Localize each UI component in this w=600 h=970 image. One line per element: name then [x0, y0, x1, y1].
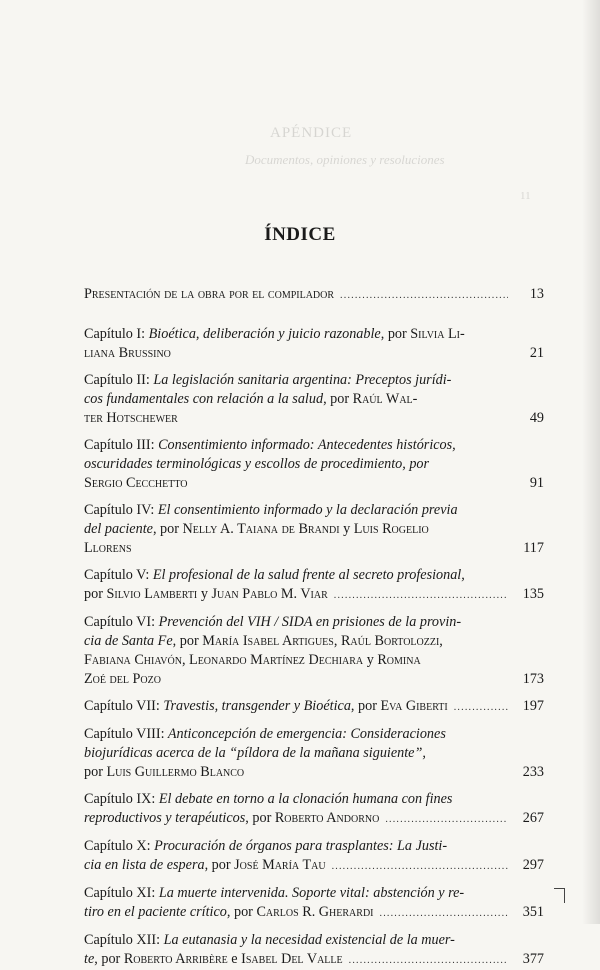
- toc-entry-text: tiro en el paciente crítico, por Carlos R. Gherardi: [84, 904, 374, 920]
- toc-entry-text: Presentación de la obra por el compilador: [84, 286, 335, 302]
- toc-entry-line: Capítulo IX: El debate en torno a la clonación humana con fines: [84, 791, 453, 807]
- page-number: 297: [522, 857, 544, 873]
- toc-entry-line: oscuridades terminológicas y escollos de procedimiento, por: [84, 456, 430, 472]
- toc-entry-chapter: [84, 697, 544, 717]
- toc-entry-chapter: [84, 566, 544, 605]
- toc-entry-line: [84, 670, 544, 689]
- toc-entry-text: te, por Roberto Arribère e Isabel Del Valle: [84, 951, 343, 967]
- dot-leader: [340, 286, 508, 305]
- page-number: 117: [523, 540, 544, 556]
- toc-entry-chapter: [84, 884, 544, 923]
- toc-entry-text: por Luis Guillermo Blanco: [84, 764, 245, 780]
- toc-entry-line: Capítulo II: La legislación sanitaria argentina: Preceptos jurídi-: [84, 372, 452, 388]
- page-number: 49: [529, 410, 544, 426]
- toc-entry-chapter: [84, 790, 544, 829]
- toc-entry-line: Capítulo XII: La eutanasia y la necesidad existencial de la muer-: [84, 932, 455, 948]
- page-number: 233: [522, 764, 544, 780]
- toc-entry-line: [84, 344, 544, 363]
- toc-entry-line: [84, 409, 544, 428]
- page-number: 351: [522, 904, 544, 920]
- toc-entry-line: Fabiana Chiavón, Leonardo Martínez Dechiara y Romina: [84, 652, 421, 668]
- dot-leader: [334, 586, 508, 605]
- toc-entry-text: Sergio Cecchetto: [84, 475, 188, 491]
- toc-entry-line: [84, 950, 544, 970]
- toc-entry-line: del paciente, por Nelly A. Taiana de Brandi y Luis Rogelio: [84, 521, 429, 537]
- toc-entry-line: [84, 856, 544, 876]
- toc-entry-line: [84, 585, 544, 605]
- toc-entry-line: Capítulo V: El profesional de la salud frente al secreto profesional,: [84, 567, 465, 583]
- toc-entry-text: Capítulo VII: Travestis, transgender y Bioética, por Eva Giberti: [84, 698, 448, 714]
- bleed-through-text: APÉNDICE: [270, 125, 353, 141]
- toc-entry-text: Zoé del Pozo: [84, 671, 161, 687]
- toc-entry-line: [84, 474, 544, 493]
- toc-entry-line: Capítulo XI: La muerte intervenida. Soporte vital: abstención y re-: [84, 885, 465, 901]
- toc-entry-chapter: [84, 436, 544, 493]
- dot-leader: [380, 904, 509, 923]
- dot-leader: [385, 810, 508, 829]
- toc-entry-chapter: [84, 837, 544, 876]
- toc-entry-text: reproductivos y terapéuticos, por Roberto Andorno: [84, 810, 380, 826]
- page-number: 377: [522, 951, 544, 967]
- toc-entry-line: [84, 809, 544, 829]
- toc-entry-chapter: [84, 371, 544, 428]
- toc-entry-line: biojurídicas acerca de la “píldora de la mañana siguiente”,: [84, 745, 426, 761]
- toc-entry-presentation: [84, 285, 544, 305]
- toc-entry-line: [84, 903, 544, 923]
- toc-entry-text: ter Hotschewer: [84, 410, 178, 426]
- toc-entry-line: Capítulo X: Procuración de órganos para trasplantes: La Justi-: [84, 838, 448, 854]
- page-number: 13: [529, 286, 544, 302]
- toc-entry-line: cia de Santa Fe, por María Isabel Artigues, Raúl Bortolozzi,: [84, 633, 443, 649]
- handwritten-bracket-mark: [554, 884, 562, 903]
- toc-entry-line: [84, 285, 544, 305]
- toc-entry-text: cia en lista de espera, por José María Tau: [84, 857, 326, 873]
- toc-entry-chapter: [84, 725, 544, 782]
- page-number: 197: [522, 698, 544, 714]
- toc-entry-chapter: [84, 501, 544, 558]
- bleed-through-text: Documentos, opiniones y resoluciones: [245, 152, 445, 167]
- dot-leader: [454, 698, 508, 717]
- page-number: 91: [529, 475, 544, 491]
- dot-leader: [349, 951, 508, 970]
- dot-leader: [332, 857, 508, 876]
- toc-entry-text: liana Brussino: [84, 345, 171, 361]
- toc-entry-line: Capítulo IV: El consentimiento informado y la declaración previa: [84, 502, 458, 518]
- page-number: 135: [522, 586, 544, 602]
- toc-entry-line: Capítulo III: Consentimiento informado: Antecedentes históricos,: [84, 437, 456, 453]
- toc-entry-line: [84, 539, 544, 558]
- toc-entry-chapter: [84, 613, 544, 689]
- bleed-through-text: 11: [520, 190, 531, 202]
- toc-entry-line: Capítulo VIII: Anticoncepción de emergencia: Consideraciones: [84, 726, 446, 742]
- table-of-contents: [84, 285, 544, 970]
- toc-entry-text: por Silvio Lamberti y Juan Pablo M. Viar: [84, 586, 328, 602]
- page-title: ÍNDICE: [264, 224, 336, 245]
- toc-entry-text: Llorens: [84, 540, 132, 556]
- page-edge-shadow: [582, 0, 600, 924]
- page-number: 21: [529, 345, 544, 361]
- toc-entry-line: [84, 763, 544, 782]
- toc-entry-line: cos fundamentales con relación a la salud, por Raúl Wal-: [84, 391, 418, 407]
- toc-entry-chapter: [84, 931, 544, 970]
- toc-entry-chapter: [84, 325, 544, 363]
- toc-entry-line: Capítulo VI: Prevención del VIH / SIDA en prisiones de la provin-: [84, 614, 462, 630]
- toc-entry-line: [84, 697, 544, 717]
- page-number: 267: [522, 810, 544, 826]
- page-number: 173: [522, 671, 544, 687]
- toc-entry-line: Capítulo I: Bioética, deliberación y juicio razonable, por Silvia Li-: [84, 326, 465, 342]
